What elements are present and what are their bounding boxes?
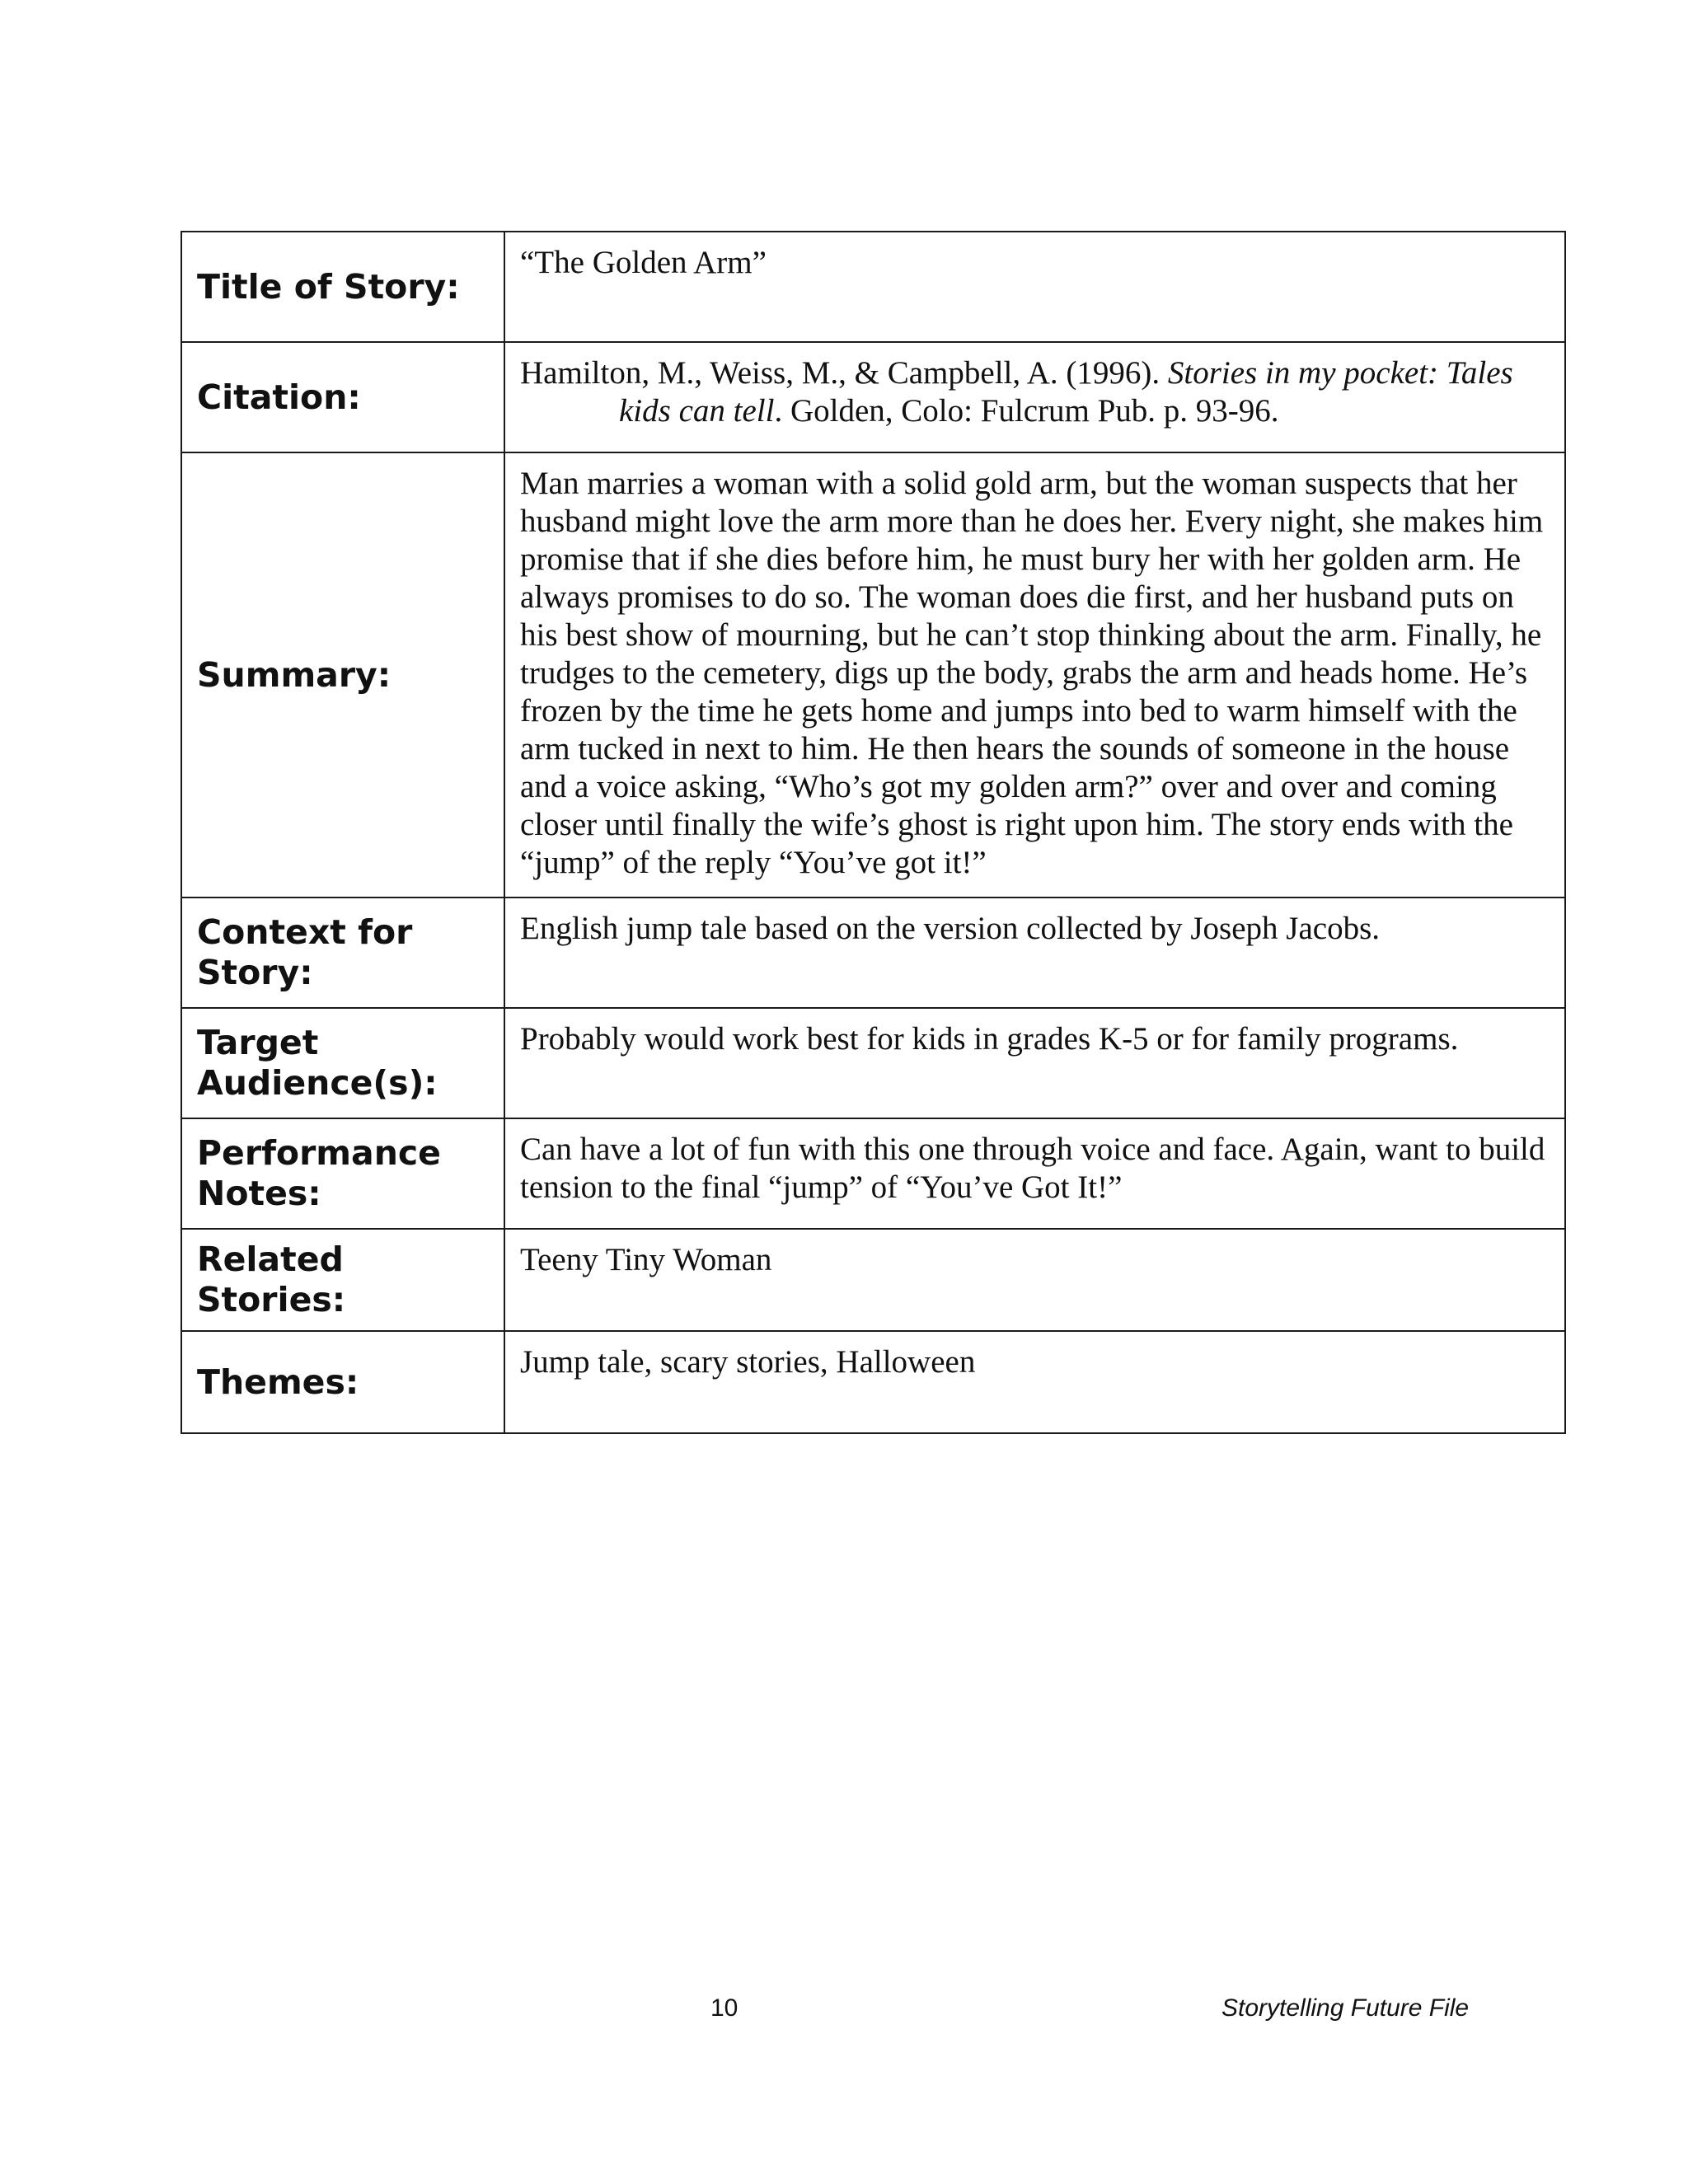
themes-label: Themes: [181, 1331, 504, 1433]
table-row-themes [181, 1331, 1565, 1433]
related-label: Related Stories: [181, 1229, 504, 1331]
audience-label: Target Audience(s): [181, 1008, 504, 1118]
citation-label: Citation: [181, 342, 504, 452]
table-row-related [181, 1229, 1565, 1331]
citation-value [504, 342, 1565, 452]
table-row-summary [181, 452, 1565, 898]
citation-authors: Hamilton, M., Weiss, M., & Campbell, A. (1996). [520, 355, 1168, 391]
table-row-citation [181, 342, 1565, 452]
themes-value: Jump tale, scary stories, Halloween [504, 1331, 1565, 1433]
audience-value: Probably would work best for kids in grades K-5 or for family programs. [504, 1008, 1565, 1118]
story-table [181, 231, 1566, 1434]
related-value: Teeny Tiny Woman [504, 1229, 1565, 1331]
table-row-notes [181, 1118, 1565, 1229]
title-label: Title of Story: [181, 232, 504, 342]
citation-text [520, 354, 1550, 430]
context-value: English jump tale based on the version collected by Joseph Jacobs. [504, 898, 1565, 1008]
title-value: “The Golden Arm” [504, 232, 1565, 342]
context-label: Context for Story: [181, 898, 504, 1008]
table-row-audience [181, 1008, 1565, 1118]
notes-value: Can have a lot of fun with this one through voice and face. Again, want to build tension to the final “jump” of “You’ve Got It!” [504, 1118, 1565, 1229]
citation-book-title: Stories in my pocket: Tales kids can tell [619, 355, 1513, 429]
page-number: 10 [710, 1994, 738, 2022]
table-row-context [181, 898, 1565, 1008]
summary-value: Man marries a woman with a solid gold arm, but the woman suspects that her husband might love the arm more than he does her. Every night, she makes him promise that if she dies before him, he must bury her with her golden arm. He always promises to do so. The woman does die first, and her husband puts on his best show of mourning, but he can’t stop thinking about the arm. Finally, he trudges to the cemetery, digs up the body, grabs the arm and heads home. He’s frozen by the time he gets home and jumps into bed to warm himself with the arm tucked in next to him. He then hears the sounds of someone in the house and a voice asking, “Who’s got my golden arm?” over and over and coming closer until finally the wife’s ghost is right upon him. The story ends with the “jump” of the reply “You’ve got it!” [504, 452, 1565, 898]
citation-publisher: . Golden, Colo: Fulcrum Pub. p. 93-96. [774, 393, 1279, 429]
table-row-title [181, 232, 1565, 342]
notes-label: Performance Notes: [181, 1118, 504, 1229]
footer-doc-title: Storytelling Future File [1221, 1994, 1470, 2022]
summary-label: Summary: [181, 452, 504, 898]
